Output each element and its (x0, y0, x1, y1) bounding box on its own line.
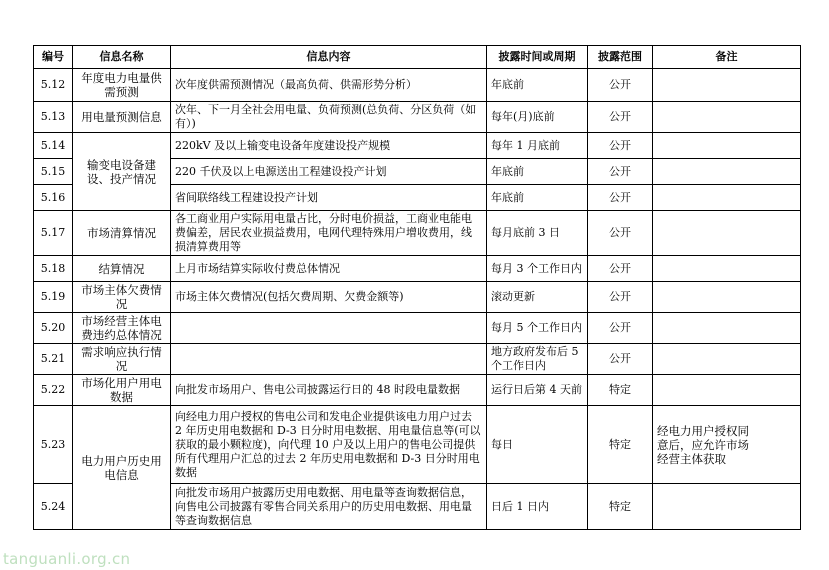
row-name-merged: 电力用户历史用电信息 (73, 406, 171, 530)
row-scope: 公开 (588, 102, 653, 133)
row-content: 次年、下一月全社会用电量、负荷预测(总负荷、分区负荷（如有）) (171, 102, 487, 133)
row-id: 5.20 (34, 313, 73, 344)
row-scope: 公开 (588, 282, 653, 313)
row-id: 5.18 (34, 256, 73, 282)
table-row (34, 133, 801, 159)
row-content (171, 313, 487, 344)
row-period: 每年 1 月底前 (487, 133, 588, 159)
row-note (653, 375, 801, 406)
header-content: 信息内容 (171, 46, 487, 69)
row-content: 向批发市场用户、售电公司披露运行日的 48 时段电量数据 (171, 375, 487, 406)
row-period: 每月 5 个工作日内 (487, 313, 588, 344)
table-row (34, 375, 801, 406)
row-period: 日后 1 日内 (487, 484, 588, 530)
row-note (653, 256, 801, 282)
row-id: 5.22 (34, 375, 73, 406)
row-note (653, 484, 801, 530)
row-content: 上月市场结算实际收付费总体情况 (171, 256, 487, 282)
row-scope: 公开 (588, 256, 653, 282)
row-note (653, 69, 801, 102)
row-period: 年底前 (487, 69, 588, 102)
row-scope: 公开 (588, 344, 653, 375)
row-name-merged: 输变电设备建设、投产情况 (73, 133, 171, 211)
row-scope: 公开 (588, 211, 653, 256)
row-id: 5.14 (34, 133, 73, 159)
row-period: 每月底前 3 日 (487, 211, 588, 256)
row-note (653, 282, 801, 313)
table-row (34, 406, 801, 484)
header-id: 编号 (34, 46, 73, 69)
row-name: 市场清算情况 (73, 211, 171, 256)
row-period: 年底前 (487, 185, 588, 211)
table-row (34, 102, 801, 133)
row-id: 5.12 (34, 69, 73, 102)
header-note: 备注 (653, 46, 801, 69)
row-period: 每年(月)底前 (487, 102, 588, 133)
row-period: 年底前 (487, 159, 588, 185)
note-text: 经电力用户授权同意后，应允许市场经营主体获取 (657, 423, 749, 466)
row-id: 5.15 (34, 159, 73, 185)
table-row (34, 344, 801, 375)
header-period: 披露时间或周期 (487, 46, 588, 69)
row-content: 220 千伏及以上电源送出工程建设投产计划 (171, 159, 487, 185)
row-content: 各工商业用户实际用电量占比，分时电价损益，工商业电能电费偏差，居民农业损益费用，电网代理特殊用户增收费用，线损清算费用等 (171, 211, 487, 256)
row-id: 5.23 (34, 406, 73, 484)
row-scope: 公开 (588, 313, 653, 344)
watermark-text: tanguanli.org.cn (3, 550, 131, 568)
row-name: 用电量预测信息 (73, 102, 171, 133)
header-name: 信息名称 (73, 46, 171, 69)
table-row (34, 211, 801, 256)
row-content: 次年度供需预测情况（最高负荷、供需形势分析） (171, 69, 487, 102)
row-id: 5.21 (34, 344, 73, 375)
row-name: 需求响应执行情况 (73, 344, 171, 375)
row-scope: 公开 (588, 185, 653, 211)
row-id: 5.24 (34, 484, 73, 530)
row-note (653, 185, 801, 211)
table-row (34, 313, 801, 344)
row-period: 每日 (487, 406, 588, 484)
row-id: 5.19 (34, 282, 73, 313)
row-note (653, 313, 801, 344)
row-note (653, 102, 801, 133)
row-content: 省间联络线工程建设投产计划 (171, 185, 487, 211)
row-scope: 特定 (588, 375, 653, 406)
row-id: 5.16 (34, 185, 73, 211)
row-note (653, 406, 801, 484)
row-note (653, 344, 801, 375)
disclosure-table (33, 45, 801, 530)
row-content: 向批发市场用户披露历史用电数据、用电量等查询数据信息，向售电公司披露有零售合同关系用户的历史用电数据、用电量等查询数据信息 (171, 484, 487, 530)
row-id: 5.13 (34, 102, 73, 133)
row-id: 5.17 (34, 211, 73, 256)
table-row (34, 69, 801, 102)
row-content (171, 344, 487, 375)
row-period: 每月 3 个工作日内 (487, 256, 588, 282)
table-row (34, 282, 801, 313)
row-period: 滚动更新 (487, 282, 588, 313)
header-scope: 披露范围 (588, 46, 653, 69)
row-note (653, 159, 801, 185)
row-period: 地方政府发布后 5 个工作日内 (487, 344, 588, 375)
header-row (34, 46, 801, 69)
row-content: 向经电力用户授权的售电公司和发电企业提供该电力用户过去 2 年历史用电数据和 D-3 日分时用电数据、用电量信息等(可以获取的最小颗粒度)，向代理 10 户及以上用户的售电公司提供所有代理用户汇总的过去 2 年历史用电数据和 D-3 日分时用电数据 (171, 406, 487, 484)
row-period: 运行日后第 4 天前 (487, 375, 588, 406)
row-scope: 特定 (588, 406, 653, 484)
row-name: 年度电力电量供需预测 (73, 69, 171, 102)
row-content: 市场主体欠费情况(包括欠费周期、欠费金额等) (171, 282, 487, 313)
row-note (653, 133, 801, 159)
row-note (653, 211, 801, 256)
row-name: 市场经营主体电费违约总体情况 (73, 313, 171, 344)
row-scope: 特定 (588, 484, 653, 530)
row-name: 市场主体欠费情况 (73, 282, 171, 313)
row-scope: 公开 (588, 133, 653, 159)
row-scope: 公开 (588, 69, 653, 102)
row-name: 结算情况 (73, 256, 171, 282)
table-row (34, 256, 801, 282)
row-name: 市场化用户用电数据 (73, 375, 171, 406)
row-scope: 公开 (588, 159, 653, 185)
row-content: 220kV 及以上输变电设备年度建设投产规模 (171, 133, 487, 159)
